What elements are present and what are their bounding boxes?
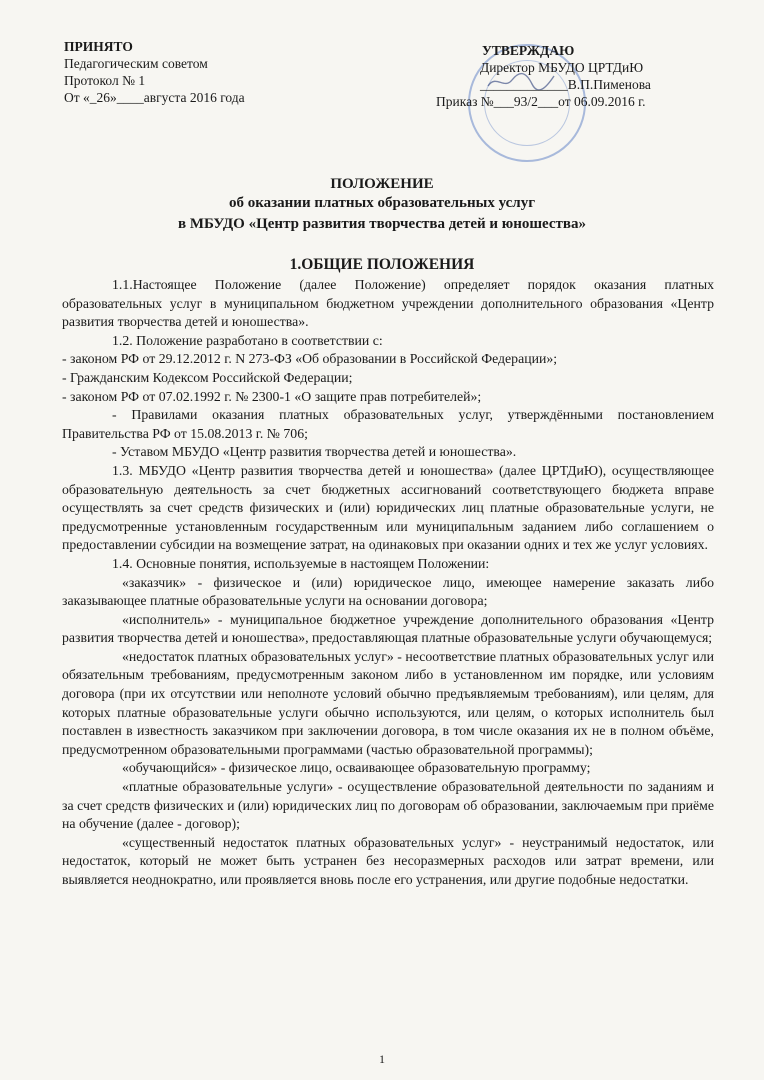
definition: «недостаток платных образовательных услуг» - несоответствие платных образовательных услуг или обязательным требованиям, предусмотренным законом либо в установленном им порядке, или условиям договора (при их отсутствии или неполноте условий обычно предъявляемым требованиям), или целям, для которых платные образовательные услуги обычно используются, или целям, о которых исполнитель был поставлен в известность заказчиком при заключении договора, в том числе оказания их не в полном объёме, предусмотренном образовательными программами (частью образовательной программы);: [62, 648, 714, 757]
list-item: - законом РФ от 29.12.2012 г. N 273-ФЗ «Об образовании в Российской Федерации»;: [62, 351, 558, 367]
paragraph: 1.2. Положение разработано в соответствии с:: [112, 332, 383, 348]
approve-order: Приказ №___93/2___от 06.09.2016 г.: [436, 94, 646, 109]
section-heading: 1.ОБЩИЕ ПОЛОЖЕНИЯ: [289, 256, 475, 273]
approve-director: Директор МБУДО ЦРТДиЮ: [480, 60, 644, 75]
accepted-title: ПРИНЯТО: [64, 39, 133, 54]
definition: «обучающийся» - физическое лицо, осваивающее образовательную программу;: [122, 760, 591, 776]
page-number: 1: [379, 1052, 385, 1066]
accepted-date: От «_26»____августа 2016 года: [64, 90, 245, 105]
accepted-block: [64, 38, 245, 106]
paragraph: 1.1.Настоящее Положение (далее Положение) определяет порядок оказания платных образовательных услуг в муниципальном бюджетном учреждении дополнительного образования «Центр развития творчества детей и юношества».: [62, 277, 714, 330]
list-item: - Уставом МБУДО «Центр развития творчества детей и юношества».: [112, 444, 517, 460]
doc-subtitle-org: в МБУДО «Центр развития творчества детей и юношества»: [177, 216, 587, 232]
definition: «платные образовательные услуги» - осуществление образовательной деятельности по заданиям и за счет средств физических и (или) юридических лиц по договорам об образовании, заключаемым при приёме на обучение (далее - договор);: [62, 779, 714, 832]
paragraph: 1.4. Основные понятия, используемые в настоящем Положении:: [112, 555, 490, 571]
definition: «исполнитель» - муниципальное бюджетное учреждение дополнительного образования «Центр развития творчества детей и юношества», предоставляющая платные образовательные услуги обучающемуся;: [62, 611, 714, 646]
doc-subtitle: об оказании платных образовательных услуг: [228, 195, 536, 211]
definition: «заказчик» - физическое и (или) юридическое лицо, имеющее намерение заказать либо заказывающее платные образовательные услуги на основании договора;: [62, 574, 714, 609]
doc-title: ПОЛОЖЕНИЕ: [330, 176, 434, 192]
approve-title: УТВЕРЖДАЮ: [482, 43, 575, 58]
accepted-protocol: Протокол № 1: [64, 73, 146, 88]
list-item: - законом РФ от 07.02.1992 г. № 2300-1 «О защите прав потребителей»;: [62, 388, 482, 404]
approve-signature-line: _____________В.П.Пименова: [480, 77, 651, 92]
document-body: [62, 276, 714, 890]
paragraph: 1.3. МБУДО «Центр развития творчества детей и юношества» (далее ЦРТДиЮ), осуществляющее образовательную деятельность за счет бюджетных ассигнований соответствующего бюджета вправе осуществлять за счет средств физических и (или) юридических лиц платные образовательные услуги, не предусмотренные установленным государственным или муниципальным заданием либо соглашением о предоставлении субсидии на возмещение затрат, на одинаковых при оказании одних и тех же услуг условиях.: [62, 462, 714, 553]
accepted-council: Педагогическим советом: [64, 56, 208, 71]
list-item: - Гражданским Кодексом Российской Федерации;: [62, 369, 353, 385]
definition: «существенный недостаток платных образовательных услуг» - неустранимый недостаток, или недостаток, который не может быть устранен без несоразмерных расходов или затрат времени, или выявляется неоднократно, или проявляется вновь после его устранения, или другие подобные недостатки.: [62, 834, 714, 887]
approve-block: [436, 42, 686, 110]
list-item: - Правилами оказания платных образовательных услуг, утверждёнными постановлением Правительства РФ от 15.08.2013 г. № 706;: [62, 407, 714, 441]
